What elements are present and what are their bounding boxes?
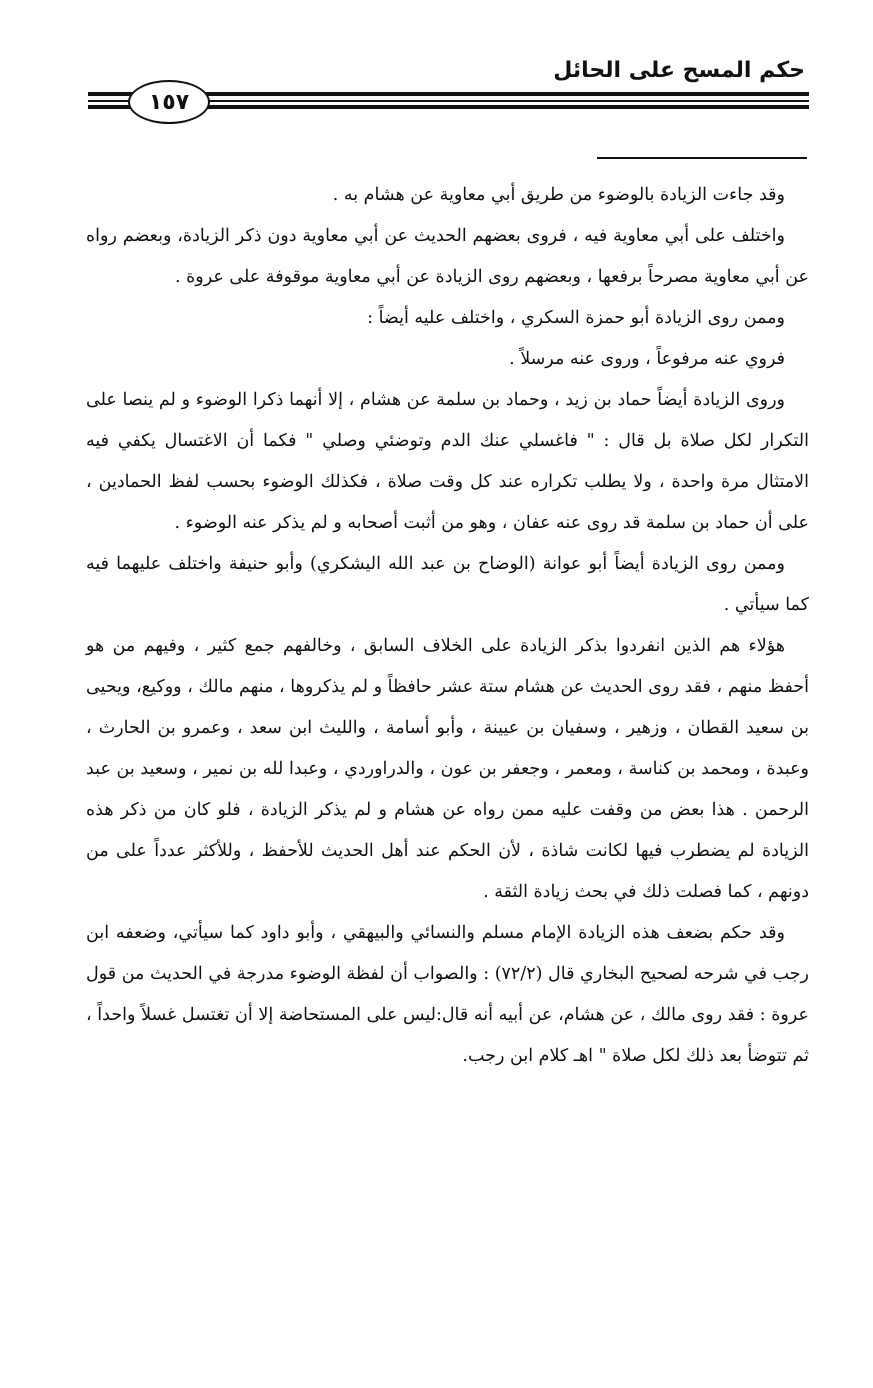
running-title: حكم المسح على الحائل (553, 58, 805, 83)
paragraph: وروى الزيادة أيضاً حماد بن زيد ، وحماد بن سلمة عن هشام ، إلا أنهما ذكرا الوضوء و لم ينصا على التكرار لكل صلاة بل قال : " فاغسلي عنك الدم وتوضئي وصلي " فكما أن الاغتسال يكفي فيه الامتثال مرة واحدة ، ولا يطلب تكراره عند كل وقت صلاة ، فكذلك الوضوء بحسب لفظ الحمادين ، على أن حماد بن سلمة قد روى عنه عفان ، وهو من أثبت أصحابه و لم يذكر عنه الوضوء . (86, 390, 809, 533)
paragraph: وقد جاءت الزيادة بالوضوء من طريق أبي معاوية عن هشام به . (332, 185, 785, 205)
body-text (86, 175, 809, 1077)
paragraph: هؤلاء هم الذين انفردوا بذكر الزيادة على الخلاف السابق ، وخالفهم جمع كثير ، وفيهم من هو أحفظ منهم ، فقد روى الحديث عن هشام ستة عشر حافظاً و لم يذكروها ، منهم مالك ، ووكيع، ويحيى بن سعيد القطان ، وزهير ، وسفيان بن عيينة ، وأبو أسامة ، والليث ابن سعد ، وعمرو بن الحارث ، وعبدة ، ومحمد بن كناسة ، ومعمر ، وجعفر بن عون ، والدراوردي ، وعبدا لله بن نمير ، وسعيد بن عبد الرحمن . هذا بعض من وقفت عليه ممن رواه عن هشام و لم يذكر الزيادة ، فلو كان من ذكر هذه الزيادة لم يضطرب فيها لكانت شاذة ، لأن الحكم عند أهل الحديث للأحفظ ، وللأكثر عدداً على من دونهم ، كما فصلت ذلك في بحث زيادة الثقة . (86, 636, 809, 902)
paragraph: وقد حكم بضعف هذه الزيادة الإمام مسلم والنسائي والبيهقي ، وأبو داود كما سيأتي، وضعفه ابن رجب في شرحه لصحيح البخاري قال (٧٢/٢) : والصواب أن لفظة الوضوء مدرجة في الحديث من قول عروة : فقد روى مالك ، عن هشام، عن أبيه أنه قال:ليس على المستحاضة إلا أن تغتسل غسلاً واحداً ، ثم تتوضأ بعد ذلك لكل صلاة " اهـ كلام ابن رجب. (86, 923, 809, 1066)
paragraph: وممن روى الزيادة أبو حمزة السكري ، واختلف عليه أيضاً : (367, 308, 785, 328)
page-number: ١٥٧ (128, 80, 210, 124)
paragraph: وممن روى الزيادة أيضاً أبو عوانة (الوضاح بن عبد الله اليشكري) وأبو حنيفة واختلف عليهما فيه كما سيأتي . (86, 554, 809, 615)
paragraph: فروي عنه مرفوعاً ، وروى عنه مرسلاً . (509, 349, 785, 369)
separator-rule (597, 157, 807, 159)
paragraph: واختلف على أبي معاوية فيه ، فروى بعضهم الحديث عن أبي معاوية دون ذكر الزيادة، وبعضم رواه عن أبي معاوية مصرحاً برفعها ، وبعضهم روى الزيادة عن أبي معاوية موقوفة على عروة . (86, 226, 809, 287)
